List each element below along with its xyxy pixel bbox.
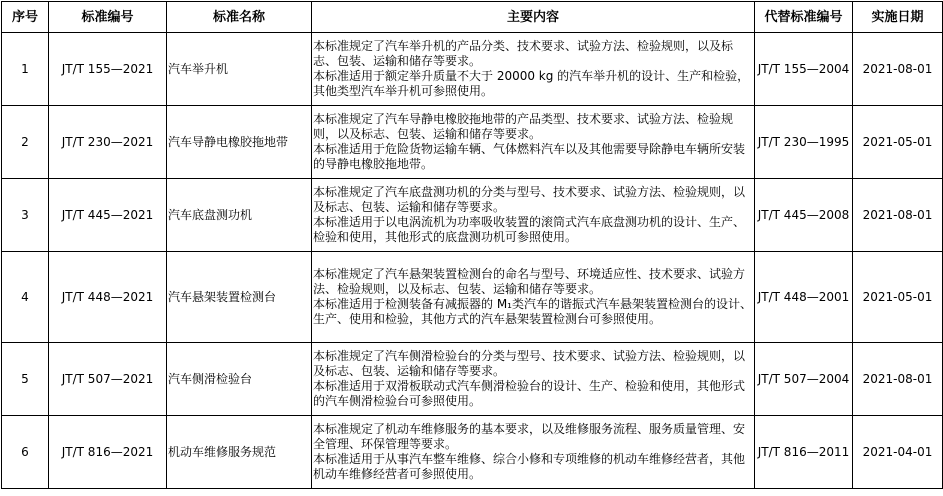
- cell-replaced: JT/T 507—2004: [755, 343, 853, 416]
- header-name: 标准名称: [167, 2, 312, 33]
- cell-replaced: JT/T 448—2001: [755, 252, 853, 343]
- content-applicability: 本标准适用于检测装备有减振器的 M₁类汽车的谐振式汽车悬架装置检测台的设计、生产、使用和检验，其他方式的汽车悬架装置检测台可参照使用。: [313, 297, 752, 326]
- cell-content: [312, 33, 755, 106]
- cell-date: 2021-05-01: [853, 106, 943, 179]
- cell-name: 机动车维修服务规范: [167, 416, 312, 489]
- content-scope: 本标准规定了汽车举升机的产品分类、技术要求、试验方法、检验规则，以及标志、包装、运输和储存等要求。: [313, 39, 734, 68]
- content-applicability: 本标准适用于以电涡流机为功率吸收装置的滚筒式汽车底盘测功机的设计、生产、检验和使用，其他形式的底盘测功机可参照使用。: [313, 215, 746, 244]
- cell-code: JT/T 816—2021: [49, 416, 167, 489]
- table-row: [2, 252, 943, 343]
- cell-content: [312, 252, 755, 343]
- cell-content: [312, 343, 755, 416]
- header-index: 序号: [2, 2, 49, 33]
- cell-date: 2021-04-01: [853, 416, 943, 489]
- cell-code: JT/T 507—2021: [49, 343, 167, 416]
- cell-code: JT/T 448—2021: [49, 252, 167, 343]
- cell-index: 6: [2, 416, 49, 489]
- table-row: [2, 416, 943, 489]
- cell-date: 2021-08-01: [853, 179, 943, 252]
- table-row: [2, 179, 943, 252]
- table-row: [2, 106, 943, 179]
- standards-table: [1, 1, 943, 489]
- cell-replaced: JT/T 816—2011: [755, 416, 853, 489]
- cell-content: [312, 416, 755, 489]
- content-scope: 本标准规定了汽车悬架装置检测台的命名与型号、环境适应性、技术要求、试验方法、检验规则，以及标志、包装、运输和储存等要求。: [313, 267, 746, 296]
- content-scope: 本标准规定了汽车底盘测功机的分类与型号、技术要求、试验方法、检验规则，以及标志、包装、运输和储存等要求。: [313, 185, 746, 214]
- header-code: 标准编号: [49, 2, 167, 33]
- cell-name: 汽车悬架装置检测台: [167, 252, 312, 343]
- cell-content: [312, 106, 755, 179]
- cell-name: 汽车导静电橡胶拖地带: [167, 106, 312, 179]
- header-content: 主要内容: [312, 2, 755, 33]
- cell-code: JT/T 445—2021: [49, 179, 167, 252]
- cell-code: JT/T 230—2021: [49, 106, 167, 179]
- cell-date: 2021-08-01: [853, 33, 943, 106]
- cell-index: 3: [2, 179, 49, 252]
- content-scope: 本标准规定了汽车导静电橡胶拖地带的产品类型、技术要求、试验方法、检验规则，以及标志、包装、运输和储存等要求。: [313, 112, 734, 141]
- cell-name: 汽车底盘测功机: [167, 179, 312, 252]
- header-replaced: 代替标准编号: [755, 2, 853, 33]
- cell-index: 4: [2, 252, 49, 343]
- cell-replaced: JT/T 230—1995: [755, 106, 853, 179]
- cell-index: 1: [2, 33, 49, 106]
- header-row: [2, 2, 943, 33]
- content-applicability: 本标准适用于额定举升质量不大于 20000 kg 的汽车举升机的设计、生产和检验，其他类型汽车举升机可参照使用。: [313, 69, 750, 98]
- table-row: [2, 343, 943, 416]
- cell-name: 汽车侧滑检验台: [167, 343, 312, 416]
- cell-date: 2021-05-01: [853, 252, 943, 343]
- header-date: 实施日期: [853, 2, 943, 33]
- table-row: [2, 33, 943, 106]
- cell-index: 5: [2, 343, 49, 416]
- content-applicability: 本标准适用于双滑板联动式汽车侧滑检验台的设计、生产、检验和使用，其他形式的汽车侧滑检验台可参照使用。: [313, 379, 746, 408]
- cell-code: JT/T 155—2021: [49, 33, 167, 106]
- content-applicability: 本标准适用于从事汽车整车维修、综合小修和专项维修的机动车维修经营者，其他机动车维修经营者可参照使用。: [313, 452, 746, 481]
- cell-replaced: JT/T 445—2008: [755, 179, 853, 252]
- cell-date: 2021-08-01: [853, 343, 943, 416]
- cell-content: [312, 179, 755, 252]
- cell-replaced: JT/T 155—2004: [755, 33, 853, 106]
- content-scope: 本标准规定了汽车侧滑检验台的分类与型号、技术要求、试验方法、检验规则，以及标志、包装、运输和储存等要求。: [313, 349, 746, 378]
- content-scope: 本标准规定了机动车维修服务的基本要求，以及维修服务流程、服务质量管理、安全管理、环保管理等要求。: [313, 422, 746, 451]
- content-applicability: 本标准适用于危险货物运输车辆、气体燃料汽车以及其他需要导除静电车辆所安装的导静电橡胶拖地带。: [313, 142, 746, 171]
- cell-index: 2: [2, 106, 49, 179]
- cell-name: 汽车举升机: [167, 33, 312, 106]
